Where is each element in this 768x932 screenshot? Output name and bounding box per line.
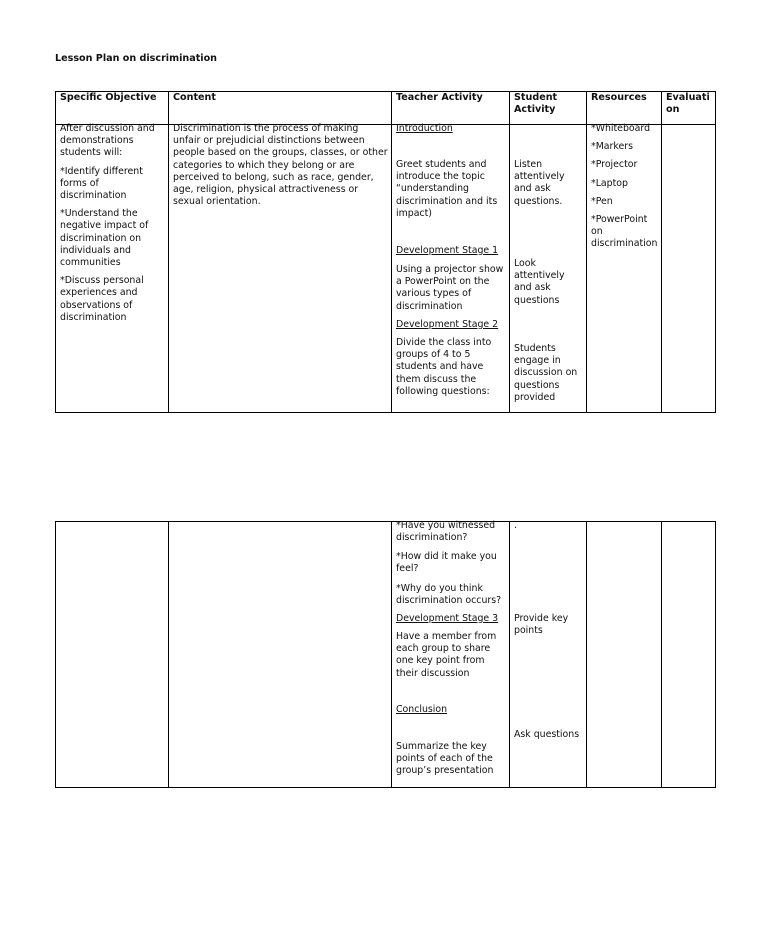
column-content (169, 92, 392, 412)
column-evaluation (662, 522, 715, 787)
column-content (169, 522, 392, 787)
resource-item: *Whiteboard (591, 123, 651, 134)
lesson-plan-table-part-2 (55, 521, 716, 788)
discussion-question: *How did it make you feel? (396, 551, 497, 575)
teacher-dev1-heading: Development Stage 1 (396, 245, 499, 256)
column-specific-objective (56, 92, 169, 412)
content-text: Discrimination is the process of making unfair or prejudicial distinctions between people based on the groups, classes, or other categories to which they belong or are perceived to belong, such as race, gender, age, religion, physical attractiveness or sexual orientation. (173, 123, 388, 208)
teacher-intro-text: Greet students and introduce the topic “understanding discrimination and its impact) (396, 159, 498, 219)
resource-item: *Projector (591, 159, 638, 171)
objective-item: *Identify different forms of discrimination (60, 165, 143, 202)
objective-intro: After discussion and demonstrations students will: (60, 123, 155, 159)
header-teacher-activity: Teacher Activity (396, 92, 483, 103)
column-resources (587, 522, 662, 787)
resource-item: *Pen (591, 195, 613, 207)
column-evaluation (662, 92, 715, 412)
lesson-plan-table-part-1 (55, 91, 716, 413)
teacher-intro-heading: Introduction (396, 123, 453, 134)
header-specific-objective: Specific Objective (60, 92, 157, 103)
header-student-activity: Student Activity (514, 92, 558, 115)
column-resources (587, 92, 662, 412)
teacher-dev1-text: Using a projector show a PowerPoint on the various types of discrimination (396, 264, 504, 312)
column-teacher-activity (392, 92, 510, 412)
header-content: Content (173, 92, 216, 103)
teacher-conclusion-heading: Conclusion (396, 704, 448, 715)
resource-item: *PowerPoint on discrimination (591, 214, 658, 250)
student-activity-3: Students engage in discussion on questions provided (514, 343, 578, 403)
teacher-dev2-text: Divide the class into groups of 4 to 5 students and have them discuss the following questions: (396, 337, 492, 397)
column-teacher-activity (392, 522, 510, 787)
header-evaluation: Evaluati on (666, 92, 710, 115)
resources-list (591, 123, 658, 257)
student-activity-5: Provide key points (514, 613, 569, 637)
teacher-dev3-heading: Development Stage 3 (396, 613, 499, 624)
teacher-conclusion-text: Summarize the key points of each of the group’s presentation (396, 741, 494, 777)
teacher-dev3-text: Have a member from each group to share one key point from their discussion (396, 631, 497, 679)
discussion-question: *Why do you think discrimination occurs? (396, 583, 502, 607)
header-resources: Resources (591, 92, 647, 103)
resource-item: *Markers (591, 141, 633, 153)
column-student-activity (510, 92, 587, 412)
student-activity-4: . (514, 520, 517, 531)
column-student-activity (510, 522, 587, 787)
discussion-question: *Have you witnessed discrimination? (396, 520, 496, 544)
student-activity-6: Ask questions (514, 729, 580, 740)
objective-text (60, 123, 165, 330)
resource-item: *Laptop (591, 177, 628, 189)
document-title: Lesson Plan on discrimination (55, 53, 217, 64)
teacher-dev2-heading: Development Stage 2 (396, 319, 499, 330)
objective-item: *Understand the negative impact of discrimination on individuals and communities (60, 208, 149, 269)
student-activity-2: Look attentively and ask questions (514, 258, 565, 306)
column-specific-objective (56, 522, 169, 787)
student-activity-1: Listen attentively and ask questions. (514, 159, 565, 207)
objective-item: *Discuss personal experiences and observations of discrimination (60, 275, 144, 323)
